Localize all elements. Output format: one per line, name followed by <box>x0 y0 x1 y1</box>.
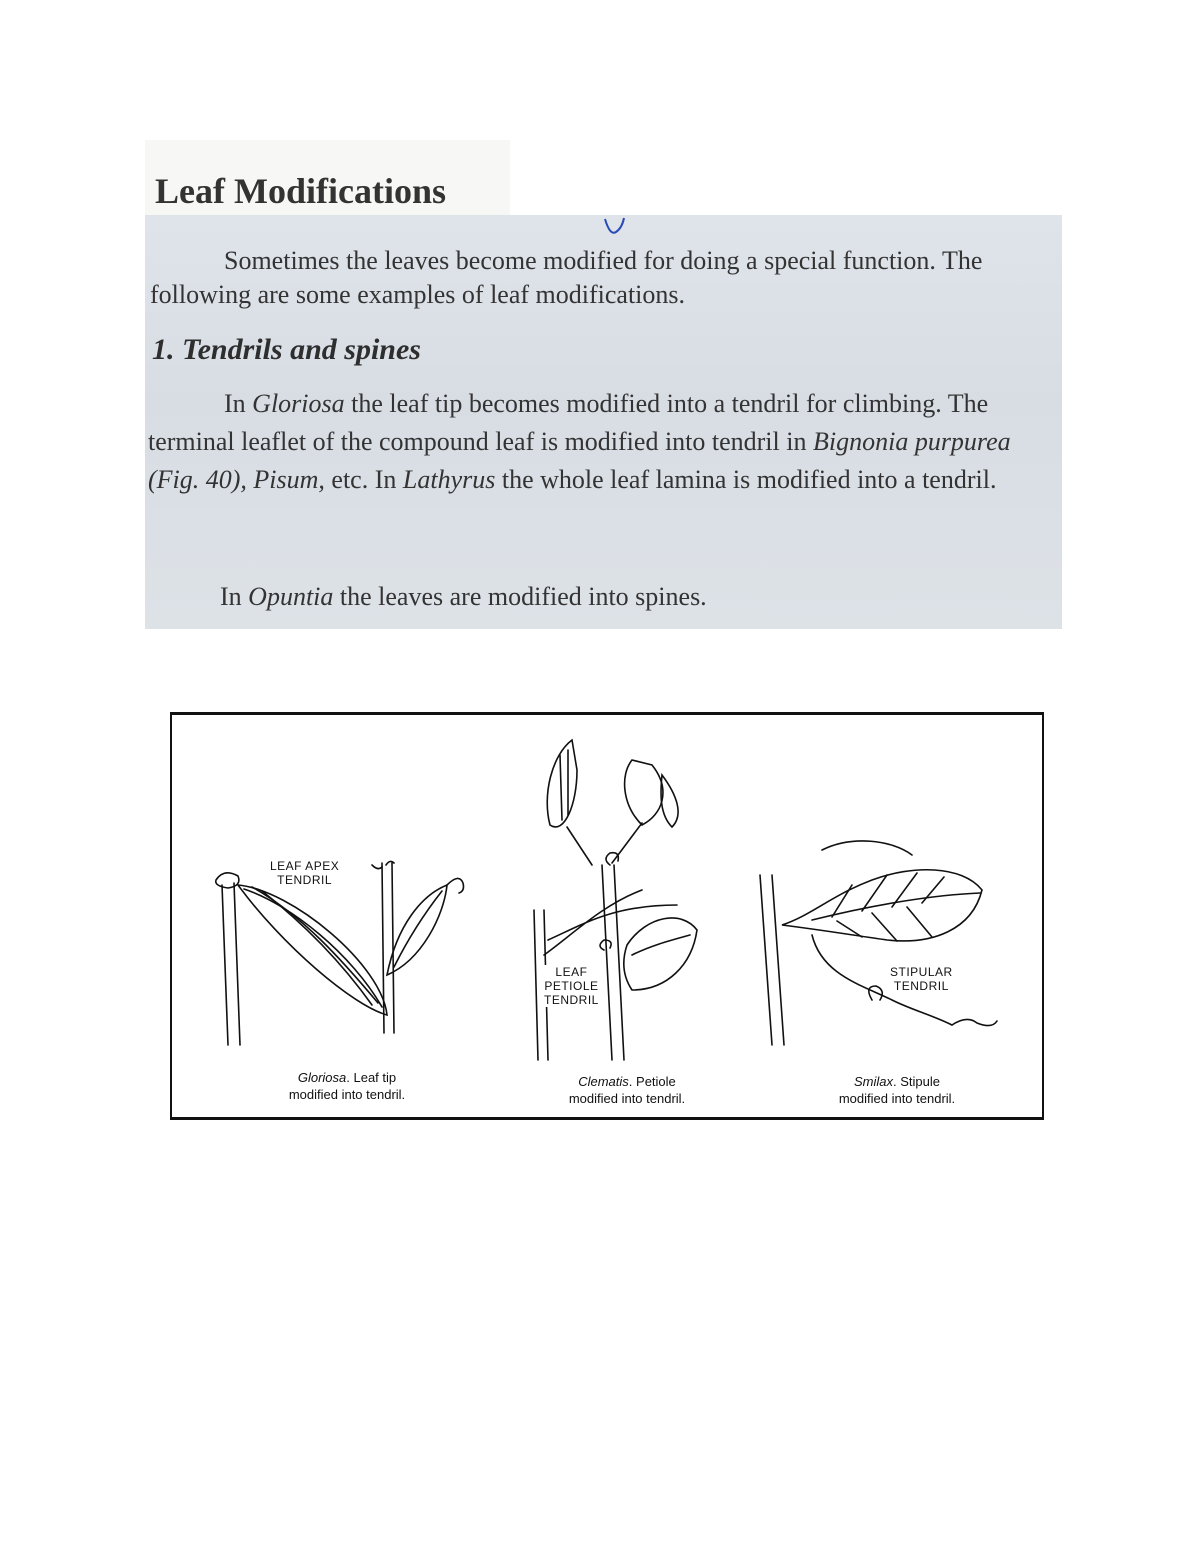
caption-text: . Leaf tip <box>346 1070 397 1085</box>
caption-gloriosa <box>242 1069 452 1103</box>
intro-paragraph <box>150 244 1050 312</box>
text-run: the leaves are modified into spines. <box>333 582 707 611</box>
label-line: LEAF <box>555 965 588 979</box>
figure-illustrations <box>172 715 1046 1123</box>
caption-smilax <box>792 1073 1002 1107</box>
pen-mark-icon <box>602 216 628 238</box>
section-heading-tendrils: 1. Tendrils and spines <box>152 333 421 366</box>
label-line: LEAF APEX <box>270 859 340 873</box>
caption-text: modified into tendril. <box>288 1087 406 1102</box>
genus-lathyrus: Lathyrus <box>402 465 496 494</box>
label-stipular-tendril <box>890 965 953 993</box>
caption-clematis <box>522 1073 732 1107</box>
intro-line-1: Sometimes the leaves become modified for doing a special function. <box>224 246 936 275</box>
caption-text: . Stipule <box>893 1074 940 1089</box>
genus-opuntia: Opuntia <box>248 582 334 611</box>
smilax-drawing <box>760 841 997 1045</box>
text-run: In <box>220 582 249 611</box>
text-run: In <box>224 389 253 418</box>
text-run: etc. In <box>324 465 403 494</box>
label-leaf-apex-tendril <box>270 859 339 887</box>
label-line: PETIOLE <box>544 979 599 993</box>
label-leaf-petiole-tendril <box>542 965 601 1007</box>
caption-genus: Smilax <box>854 1074 894 1089</box>
genus-gloriosa: Gloriosa <box>252 389 345 418</box>
tendril-paragraph <box>148 385 1056 499</box>
page-heading: Leaf Modifications <box>155 171 446 211</box>
caption-genus: Clematis <box>578 1074 629 1089</box>
caption-text: . Petiole <box>628 1074 676 1089</box>
genus-bignonia-pisum: Bignonia purpurea (Fig. 40), Pisum, <box>148 427 1011 494</box>
leaf-tendril-figure <box>170 712 1044 1120</box>
clematis-drawing <box>534 740 697 1060</box>
label-line: TENDRIL <box>893 979 949 993</box>
caption-text: modified into tendril. <box>568 1091 686 1106</box>
label-line: TENDRIL <box>277 873 333 887</box>
gloriosa-drawing <box>216 861 464 1045</box>
intro-line-2: The following are some examples of leaf modifications. <box>150 246 983 309</box>
spine-paragraph <box>220 580 707 614</box>
text-run: the whole leaf lamina is modified into a tendril. <box>495 465 997 494</box>
caption-text: modified into tendril. <box>838 1091 956 1106</box>
caption-genus: Gloriosa <box>297 1070 347 1085</box>
label-line: STIPULAR <box>890 965 953 979</box>
label-line: TENDRIL <box>544 993 599 1007</box>
text-run: the leaf tip becomes modified into a tendril for climbing. The terminal leaflet of the compound leaf is modified into tendril in <box>148 389 989 456</box>
